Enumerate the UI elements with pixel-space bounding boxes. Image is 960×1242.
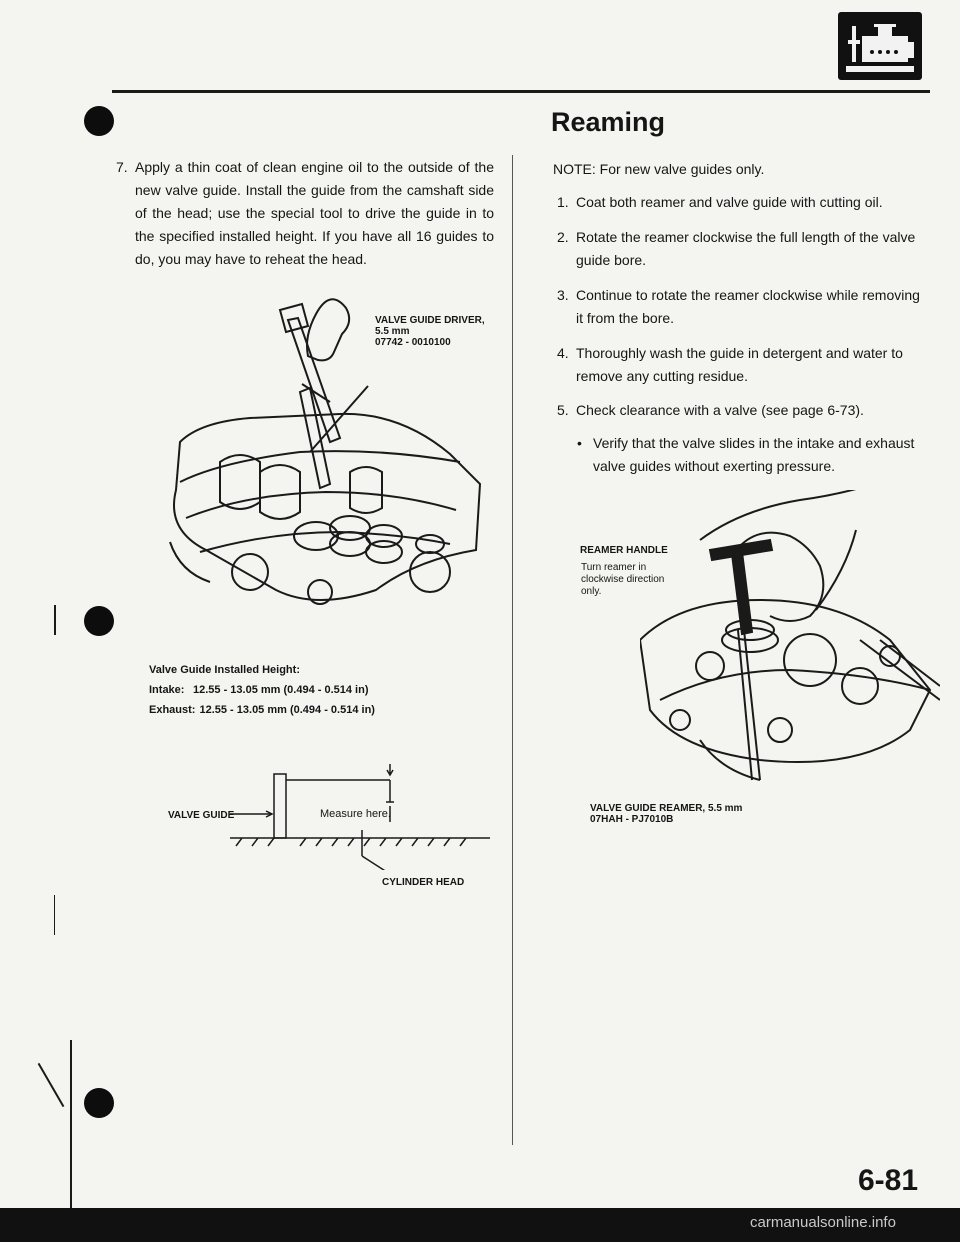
reaming-step-5	[557, 399, 923, 423]
section-heading: Reaming	[551, 107, 666, 137]
reaming-step-2	[557, 226, 923, 274]
step-number: 1.	[557, 194, 569, 210]
intake-value: 12.55 - 13.05 mm (0.494 - 0.514 in)	[193, 684, 369, 696]
page-number: 6-81	[858, 1164, 919, 1197]
step-text: Continue to rotate the reamer clockwise while removing it from the bore.	[576, 287, 920, 326]
step-text: Coat both reamer and valve guide with cutting oil.	[576, 194, 883, 210]
exhaust-label: Exhaust:	[149, 704, 196, 716]
step-text: Rotate the reamer clockwise the full length of the valve guide bore.	[576, 229, 916, 268]
engine-icon	[838, 12, 922, 80]
valve-guide-reamer-illustration	[640, 490, 940, 790]
spec-intake	[149, 680, 509, 700]
binder-hole	[84, 1088, 114, 1118]
margin-mark	[54, 895, 55, 935]
reamer-callout-name: VALVE GUIDE REAMER, 5.5 mm	[590, 803, 743, 814]
header-rule	[112, 90, 930, 93]
step-number: 7.	[116, 159, 128, 175]
reamer-handle-label: REAMER HANDLE	[580, 545, 668, 556]
step-number: 2.	[557, 229, 569, 245]
margin-mark	[70, 1040, 72, 1210]
intake-label: Intake:	[149, 684, 185, 696]
binder-hole	[84, 106, 114, 136]
exhaust-value: 12.55 - 13.05 mm (0.494 - 0.514 in)	[199, 704, 375, 716]
spec-title: Valve Guide Installed Height:	[149, 664, 300, 676]
note	[553, 158, 923, 181]
driver-callout-size: 5.5 mm	[375, 326, 410, 337]
reamer-callout-part: 07HAH - PJ7010B	[590, 814, 674, 825]
driver-callout	[375, 315, 515, 348]
valve-guide-label: VALVE GUIDE	[168, 810, 235, 821]
spec-exhaust	[149, 700, 509, 720]
step-text: Check clearance with a valve (see page 6-73).	[576, 402, 864, 418]
reaming-step-1	[557, 191, 923, 215]
step-7	[116, 156, 494, 281]
measure-here-label: Measure here.	[320, 808, 391, 820]
reaming-bullet	[577, 432, 923, 480]
margin-mark	[54, 605, 56, 635]
driver-callout-name: VALVE GUIDE DRIVER,	[375, 315, 485, 326]
step-number: 5.	[557, 402, 569, 418]
note-text: For new valve guides only.	[599, 161, 765, 177]
step-number: 4.	[557, 345, 569, 361]
step-number: 3.	[557, 287, 569, 303]
margin-mark	[38, 1063, 65, 1107]
reaming-step-4	[557, 342, 923, 390]
driver-callout-part: 07742 - 0010100	[375, 337, 451, 348]
reaming-step-3	[557, 284, 923, 332]
note-label: NOTE:	[553, 161, 596, 177]
watermark: carmanualsonline.info	[750, 1214, 896, 1231]
bullet-icon: •	[577, 435, 582, 451]
step-text: Apply a thin coat of clean engine oil to the outside of the new valve guide. Install the guide from the camshaft side of the head; use the special tool to drive the guide in to the specified installed height. If you have all 16 guides to do, you may have to reheat the head.	[135, 159, 494, 267]
column-divider	[512, 155, 513, 1145]
step-text: Thoroughly wash the guide in detergent and water to remove any cutting residue.	[576, 345, 903, 384]
cylinder-head-label: CYLINDER HEAD	[382, 877, 465, 888]
turn-note: Turn reamer in clockwise direction only.	[581, 562, 665, 597]
binder-hole	[84, 606, 114, 636]
installed-height-spec	[149, 660, 509, 720]
reamer-callout	[590, 803, 742, 825]
bullet-text: Verify that the valve slides in the intake and exhaust valve guides without exerting pressure.	[593, 435, 915, 474]
